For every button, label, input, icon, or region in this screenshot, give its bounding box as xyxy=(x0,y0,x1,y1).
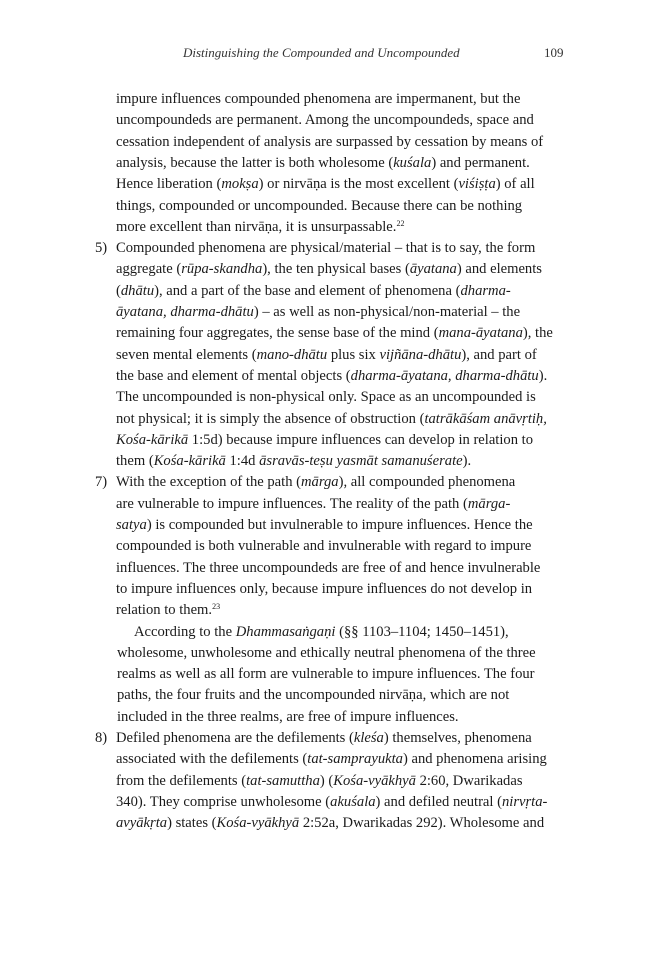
running-head xyxy=(0,45,650,65)
text-line: are vulnerable to impure influences. The reality of the path (mārga- xyxy=(116,495,511,512)
text-line: Kośa-kārikā 1:5d) because impure influences can develop in relation to xyxy=(116,431,534,448)
text-line: realms as well as all form are vulnerable to impure influences. The four xyxy=(117,666,535,683)
text-line: āyatana, dharma-dhātu) – as well as non-physical/non-material – the xyxy=(116,304,521,320)
text-line: influences. The three uncompoundeds are free of and hence invulnerable xyxy=(116,559,541,576)
text-line: Hence liberation (mokṣa) or nirvāṇa is the most excellent (viśiṣṭa) of all xyxy=(116,176,535,193)
text-line: relation to them.$^{23}$ xyxy=(116,602,221,619)
text-line: Compounded phenomena are physical/material – that is to say, the form xyxy=(116,240,536,257)
text-line: included in the three realms, are free of impure influences. xyxy=(117,708,459,725)
list-number: 7) xyxy=(95,474,108,491)
text-line: not physical; it is simply the absence of obstruction (tatrākāśam anāvṛtiḥ, xyxy=(116,410,547,427)
text-line: things, compounded or uncompounded. Because there can be nothing xyxy=(116,197,523,214)
text-line: satya) is compounded but invulnerable to impure influences. Hence the xyxy=(116,517,533,533)
text-line: wholesome, unwholesome and ethically neutral phenomena of the three xyxy=(117,644,536,661)
text-line: them (Kośa-kārikā 1:4d āsravās-teṣu yasmāt samanuśerate). xyxy=(116,453,472,470)
running-title: Distinguishing the Compounded and Uncompounded xyxy=(183,45,460,60)
list-number: 8) xyxy=(95,730,108,746)
text-line: avyākṛta) states (Kośa-vyākhyā 2:52a, Dwarikadas 292). Wholesome and xyxy=(116,815,545,832)
page-number: 109 xyxy=(544,45,564,60)
text-line: impure influences compounded phenomena are impermanent, but the xyxy=(116,91,521,107)
text-line: With the exception of the path (mārga), all compounded phenomena xyxy=(116,474,516,491)
text-line: According to the Dhammasaṅgaṇi (§§ 1103–1104; 1450–1451), xyxy=(134,623,509,640)
text-line: remaining four aggregates, the sense base of the mind (mana-āyatana), the xyxy=(116,325,553,342)
text-line: associated with the defilements (tat-samprayukta) and phenomena arising xyxy=(116,751,547,768)
text-line: cessation independent of analysis are surpassed by cessation by means of xyxy=(116,133,544,150)
text-line: aggregate (rūpa-skandha), the ten physical bases (āyatana) and elements xyxy=(116,261,542,278)
text-line: more excellent than nirvāṇa, it is unsurpassable.$^{22}$ xyxy=(116,218,405,235)
text-line: seven mental elements (mano-dhātu plus six vijñāna-dhātu), and part of xyxy=(116,346,537,363)
text-line: from the defilements (tat-samuttha) (Kośa-vyākhyā 2:60, Dwarikadas xyxy=(116,772,523,789)
text-line: paths, the four fruits and the uncompounded nirvāṇa, which are not xyxy=(117,687,510,704)
text-line: The uncompounded is non-physical only. Space as an uncompounded is xyxy=(116,389,536,406)
text-line: 340). They comprise unwholesome (akuśala) and defiled neutral (nirvṛta- xyxy=(116,793,548,810)
text-line: analysis, because the latter is both wholesome (kuśala) and permanent. xyxy=(116,154,530,171)
text-line: Defiled phenomena are the defilements (kleśa) themselves, phenomena xyxy=(116,730,532,746)
text-line: compounded is both vulnerable and invulnerable with regard to impure xyxy=(116,538,532,555)
list-number: 5) xyxy=(95,240,108,257)
text-line: to impure influences only, because impure influences do not develop in xyxy=(116,580,533,597)
text-line: the base and element of mental objects (dharma-āyatana, dharma-dhātu). xyxy=(116,367,548,384)
text-line: uncompoundeds are permanent. Among the uncompoundeds, space and xyxy=(116,112,534,129)
text-line: (dhātu), and a part of the base and element of phenomena (dharma- xyxy=(116,282,511,299)
